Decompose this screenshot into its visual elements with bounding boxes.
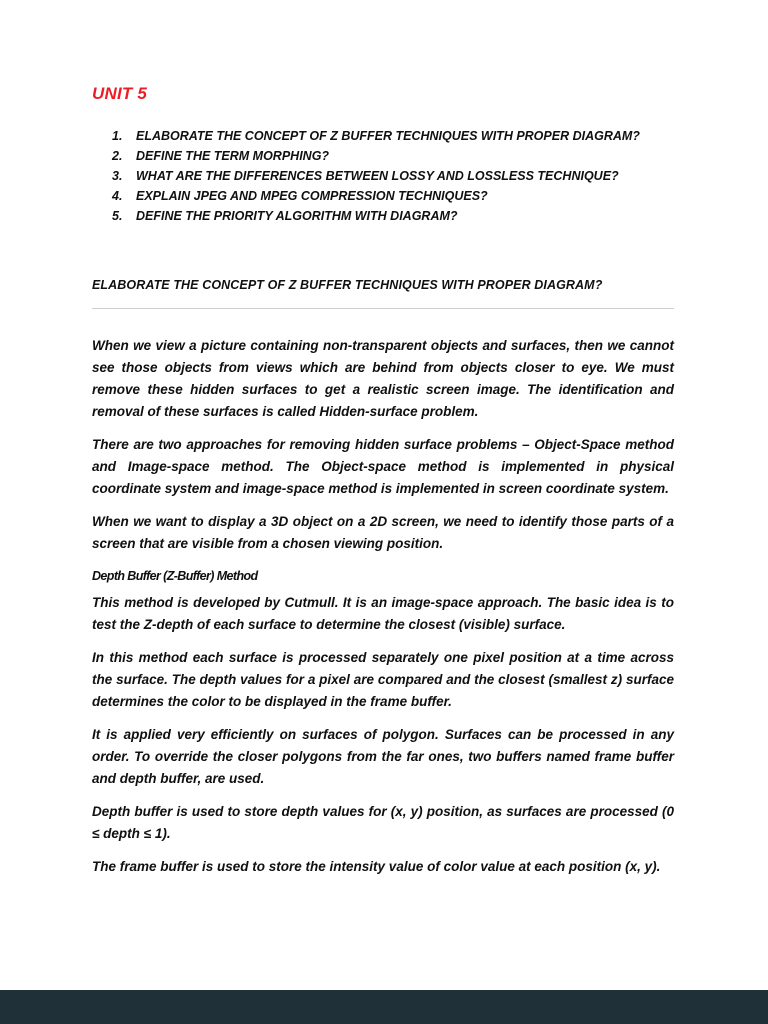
paragraph: In this method each surface is processed separately one pixel position at a time across the surface. The depth values for a pixel are compared and the closest (smallest z) surface determines the color to be displayed in the frame buffer. [92,650,674,709]
paragraph: It is applied very efficiently on surfaces of polygon. Surfaces can be processed in any order. To override the closer polygons from the far ones, two buffers named frame buffer and depth buffer, are used. [92,727,674,786]
page-title: UNIT 5 [92,84,148,103]
question-item [112,166,674,186]
question-item [112,206,674,226]
section-heading: ELABORATE THE CONCEPT OF Z BUFFER TECHNIQUES WITH PROPER DIAGRAM? [92,278,603,292]
paragraph: When we view a picture containing non-transparent objects and surfaces, then we cannot see those objects from views which are behind from objects closer to eye. We must remove these hidden surfaces to get a realistic screen image. The identification and removal of these surfaces is called Hidden-surface problem. [92,338,674,419]
question-item [112,146,674,166]
question-number: 3. [112,169,123,183]
body-text [92,335,674,878]
viewer-footer-bar [0,990,768,1024]
method-subheading: Depth Buffer (Z-Buffer) Method [92,569,258,583]
question-number: 4. [112,189,123,203]
question-text: ELABORATE THE CONCEPT OF Z BUFFER TECHNIQUES WITH PROPER DIAGRAM? [136,129,640,143]
question-list [112,126,674,226]
question-text: EXPLAIN JPEG AND MPEG COMPRESSION TECHNIQUES? [136,189,488,203]
paragraph: There are two approaches for removing hidden surface problems – Object-Space method and Image-space method. The Object-space method is implemented in physical coordinate system and image-space method is implemented in screen coordinate system. [92,437,674,496]
question-number: 1. [112,129,123,143]
question-item [112,186,674,206]
question-text: WHAT ARE THE DIFFERENCES BETWEEN LOSSY AND LOSSLESS TECHNIQUE? [136,169,619,183]
paragraph: The frame buffer is used to store the intensity value of color value at each position (x, y). [92,859,661,874]
question-number: 2. [112,149,123,163]
question-item [112,126,674,146]
paragraph: When we want to display a 3D object on a 2D screen, we need to identify those parts of a screen that are visible from a chosen viewing position. [92,514,674,551]
paragraph: This method is developed by Cutmull. It is an image-space approach. The basic idea is to test the Z-depth of each surface to determine the closest (visible) surface. [92,595,674,632]
section-divider [92,308,674,309]
document-content [92,84,674,889]
question-number: 5. [112,209,123,223]
question-text: DEFINE THE PRIORITY ALGORITHM WITH DIAGRAM? [136,209,458,223]
paragraph: Depth buffer is used to store depth values for (x, y) position, as surfaces are processed (0 ≤ depth ≤ 1). [92,804,674,841]
question-text: DEFINE THE TERM MORPHING? [136,149,330,163]
